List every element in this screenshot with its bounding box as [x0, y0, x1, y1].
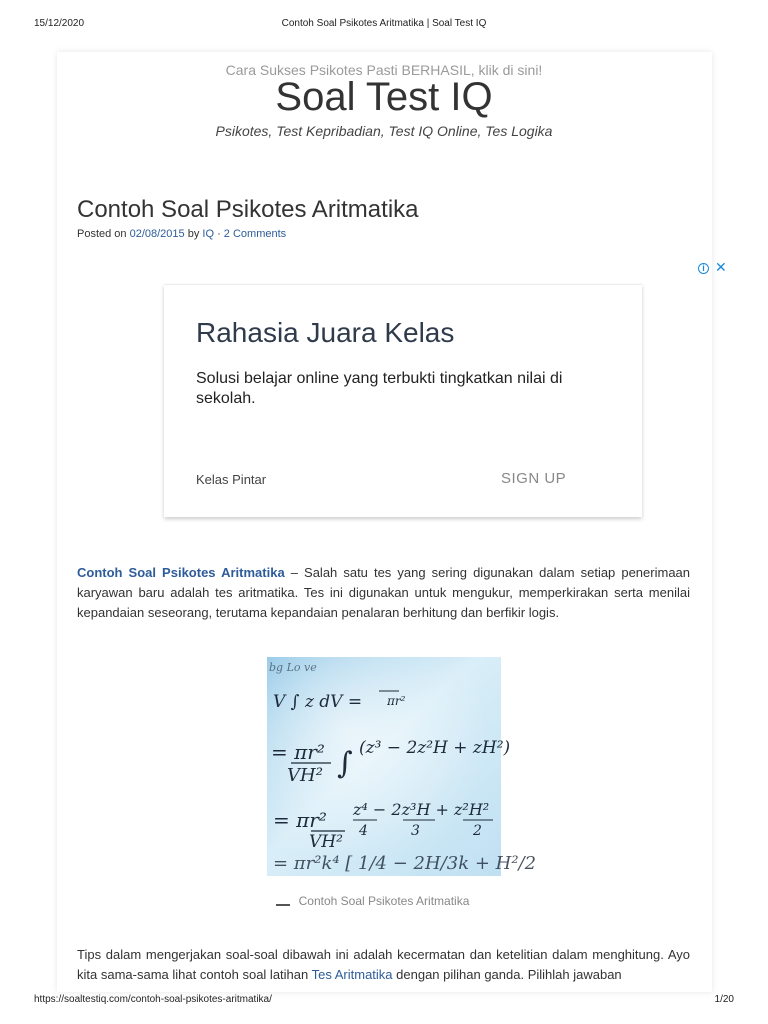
banner-link[interactable]: Cara Sukses Psikotes Pasti BERHASIL, klik di sini!	[225, 62, 543, 78]
svg-text:2: 2	[473, 823, 482, 839]
comments-link[interactable]: 2 Comments	[223, 228, 287, 240]
print-page-number: 1/20	[714, 994, 734, 1005]
meta-separator: ·	[214, 228, 224, 240]
svg-text:bg Lo ve: bg Lo ve	[269, 661, 317, 674]
svg-text:∫: ∫	[337, 746, 353, 781]
ad-card[interactable]	[164, 284, 642, 517]
tips-paragraph	[77, 945, 690, 985]
tes-aritmatika-link[interactable]: Tes Aritmatika	[311, 967, 393, 982]
ad-info-icon[interactable]: i	[698, 263, 709, 274]
svg-text:VH²: VH²	[287, 765, 323, 786]
intro-paragraph	[77, 563, 690, 623]
tips-text-before: Tips dalam mengerjakan soal-soal dibawah ini adalah kecermatan dan ketelitian dalam menghitung. Ayo kita sama-sama lihat contoh soal latihan	[77, 947, 690, 982]
ad-choices	[698, 259, 730, 276]
print-url: https://soaltestiq.com/contoh-soal-psikotes-aritmatika/	[34, 994, 272, 1005]
svg-text:= πr²k⁴ [ 1/4 − 2H/3k + H²/2: = πr²k⁴ [ 1/4 − 2H/3k + H²/2	[273, 853, 537, 874]
print-header	[34, 18, 734, 30]
post-date-link[interactable]: 02/08/2015	[129, 228, 185, 240]
svg-text:πr²: πr²	[387, 694, 406, 708]
posted-on-label: Posted on	[77, 228, 130, 240]
site-tagline: Psikotes, Test Kepribadian, Test IQ Online, Tes Logika	[215, 123, 553, 139]
svg-text:z⁴ − 2z³H + z²H²: z⁴ − 2z³H + z²H²	[353, 800, 490, 819]
tips-text-after: dengan pilihan ganda. Pilihlah jawaban	[392, 967, 622, 982]
svg-text:= πr²: = πr²	[273, 808, 327, 832]
ad-title[interactable]: Rahasia Juara Kelas	[196, 317, 455, 348]
svg-text:VH²: VH²	[309, 832, 343, 852]
post-title: Contoh Soal Psikotes Aritmatika	[77, 196, 419, 223]
site-title[interactable]: Soal Test IQ	[275, 75, 493, 119]
post-meta	[77, 228, 286, 240]
ad-brand: Kelas Pintar	[196, 472, 267, 487]
ad-close-icon[interactable]: ✕	[715, 259, 727, 275]
ad-description: Solusi belajar online yang terbukti tingkatkan nilai di sekolah.	[196, 370, 563, 407]
figure-caption: Contoh Soal Psikotes Aritmatika	[298, 894, 470, 908]
math-formula-image	[267, 657, 537, 876]
svg-text:(z³ − 2z²H + zH²): (z³ − 2z²H + zH²)	[359, 738, 511, 758]
by-label: by	[184, 228, 203, 240]
svg-text:4: 4	[359, 823, 368, 839]
intro-text: – Salah satu tes yang sering digunakan dalam setiap penerimaan karyawan baru adalah tes aritmatika. Tes ini digunakan untuk mengukur, memperkirakan serta menilai kepandaian seseorang, terutama kepandaian penalaran berhitung dan berfikir logis.	[77, 565, 691, 620]
ad-signup-button[interactable]: SIGN UP	[501, 470, 567, 487]
print-footer	[34, 994, 734, 1006]
svg-text:= πr²: = πr²	[271, 740, 325, 764]
print-date: 15/12/2020	[34, 18, 85, 29]
svg-text:3: 3	[411, 823, 420, 839]
intro-lead-link[interactable]: Contoh Soal Psikotes Aritmatika	[77, 565, 285, 580]
print-document-title: Contoh Soal Psikotes Aritmatika | Soal Test IQ	[281, 18, 487, 29]
author-link[interactable]: IQ	[202, 228, 215, 240]
svg-text:V ∫ z dV =: V ∫ z dV =	[273, 692, 363, 712]
